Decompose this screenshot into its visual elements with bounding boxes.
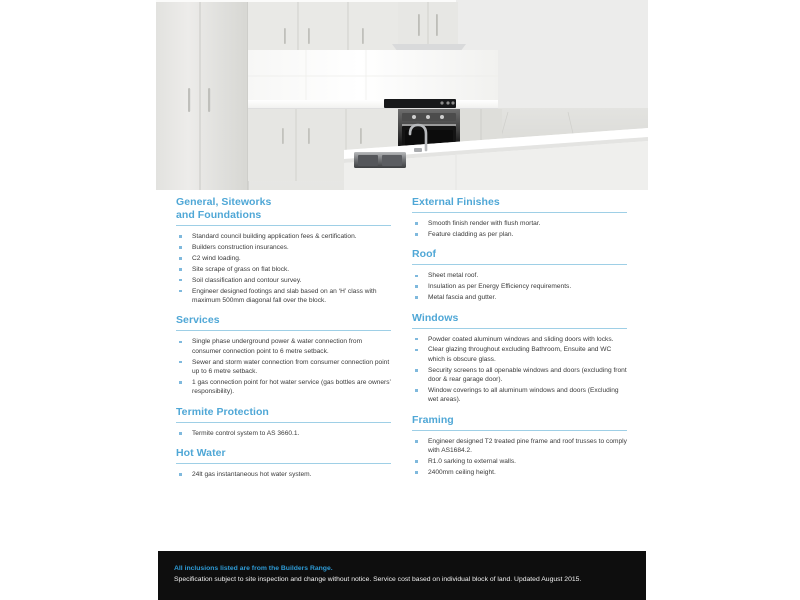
section-title-framing	[412, 414, 627, 430]
bullet-square-icon	[179, 268, 182, 271]
list-item-text: Window coverings to all aluminum windows and doors (Excluding wet areas).	[428, 387, 619, 404]
list-item	[176, 243, 391, 252]
list-item-text: Metal fascia and gutter.	[428, 294, 497, 302]
list-item-text: Feature cladding as per plan.	[428, 230, 514, 238]
list-item-text: 1 gas connection point for hot water service (gas bottles are owners’ responsibility).	[192, 378, 391, 396]
bullet-square-icon	[415, 233, 418, 236]
list-item	[412, 457, 627, 466]
section-divider	[176, 422, 391, 423]
section-divider	[176, 225, 391, 226]
section-title-line: Termite Protection	[176, 405, 269, 418]
inclusion-list	[176, 429, 391, 438]
list-item-text: Sheet metal roof.	[428, 272, 479, 280]
footer-band	[158, 551, 646, 600]
bullet-square-icon	[415, 369, 418, 372]
bullet-square-icon	[179, 473, 182, 476]
list-item	[176, 429, 391, 438]
section-divider	[412, 328, 627, 329]
inclusion-list	[176, 470, 391, 479]
section-services	[176, 314, 391, 396]
list-item	[176, 254, 391, 263]
list-item-text: Engineer designed T2 treated pine frame and roof trusses to comply with AS1684.2.	[428, 437, 627, 455]
section-title-windows	[412, 312, 627, 328]
inclusion-list	[412, 271, 627, 302]
list-item-text: Security screens to all openable windows and doors (excluding front door & rear garage door).	[428, 366, 627, 384]
list-item	[176, 358, 391, 377]
section-title-line: Framing	[412, 413, 454, 426]
bullet-square-icon	[179, 381, 182, 384]
list-item	[412, 335, 627, 344]
section-title-line: and Foundations	[176, 209, 262, 221]
section-windows	[412, 312, 627, 405]
list-item	[176, 265, 391, 274]
section-divider	[176, 463, 391, 464]
list-item	[412, 468, 627, 477]
section-title-general-siteworks-and-foundations	[176, 196, 391, 225]
footer-content	[158, 551, 646, 585]
list-item-text: Site scrape of grass on flat block.	[192, 265, 290, 273]
list-item-text: Termite control system to AS 3660.1.	[192, 429, 300, 437]
list-item-text: Smooth finish render with flush mortar.	[428, 220, 541, 227]
list-item-text: Engineer designed footings and slab based on an ‘H’ class with maximum 500mm diagonal fall over the block.	[192, 287, 377, 304]
section-title-line: Roof	[412, 248, 437, 261]
bullet-square-icon	[179, 257, 182, 260]
list-item-text: Soil classification and contour survey.	[192, 276, 302, 284]
list-item	[412, 386, 627, 405]
section-roof	[412, 248, 627, 302]
footer-disclaimer: Specification subject to site inspection and change without notice. Service cost based on individual block of land. Updated August 2015.	[174, 576, 582, 583]
right-column	[412, 196, 627, 487]
section-title-line: Windows	[412, 311, 459, 324]
kitchen-photo	[156, 0, 648, 190]
section-general-siteworks-and-foundations	[176, 196, 391, 305]
section-title-services	[176, 314, 391, 330]
section-title-hot-water	[176, 447, 391, 463]
bullet-square-icon	[179, 432, 182, 435]
list-item	[176, 232, 391, 241]
list-item	[176, 470, 391, 479]
list-item-text: Sewer and storm water connection from consumer connection point up to 6 metre setback.	[192, 358, 390, 376]
bullet-square-icon	[415, 389, 418, 392]
section-termite-protection	[176, 406, 391, 438]
bullet-square-icon	[415, 460, 418, 463]
section-divider	[176, 330, 391, 331]
bullet-square-icon	[415, 275, 418, 278]
inclusion-list	[412, 437, 627, 478]
list-item-text: Standard council building application fees & certification.	[192, 233, 357, 240]
bullet-square-icon	[179, 341, 182, 344]
section-title-external-finishes	[412, 196, 627, 212]
list-item	[412, 293, 627, 302]
bullet-square-icon	[415, 222, 418, 225]
inclusion-list	[176, 232, 391, 305]
list-item-text: 2400mm ceiling height.	[428, 469, 496, 477]
list-item-text: 24lt gas instantaneous hot water system.	[192, 471, 312, 479]
section-external-finishes	[412, 196, 627, 239]
list-item-text: Insulation as per Energy Efficiency requirements.	[428, 283, 572, 291]
bullet-square-icon	[179, 279, 182, 282]
section-title-line: General, Siteworks	[176, 196, 272, 208]
bullet-square-icon	[415, 471, 418, 474]
list-item-text: Builders construction insurances.	[192, 243, 289, 251]
bullet-square-icon	[179, 361, 182, 364]
bullet-square-icon	[415, 296, 418, 299]
list-item	[412, 230, 627, 239]
list-item	[176, 337, 391, 356]
list-item-text: Powder coated aluminum windows and sliding doors with locks.	[428, 335, 614, 343]
list-item-text: C2 wind loading.	[192, 254, 241, 262]
list-item	[176, 378, 391, 397]
section-title-termite-protection	[176, 406, 391, 422]
list-item	[176, 287, 391, 306]
section-title-line: External Finishes	[412, 196, 500, 208]
list-item	[412, 271, 627, 280]
section-title-line: Hot Water	[176, 447, 226, 460]
section-title-roof	[412, 248, 627, 264]
section-divider	[412, 264, 627, 265]
footer-headline: All inclusions listed are from the Builders Range.	[174, 565, 333, 572]
list-item	[176, 276, 391, 285]
bullet-square-icon	[415, 338, 418, 341]
bullet-square-icon	[415, 349, 418, 352]
list-item	[412, 437, 627, 456]
section-framing	[412, 414, 627, 478]
list-item	[412, 366, 627, 385]
bullet-square-icon	[179, 246, 182, 249]
list-item	[412, 345, 627, 364]
bullet-square-icon	[179, 290, 182, 293]
bullet-square-icon	[415, 440, 418, 443]
list-item-text: Single phase underground power & water connection from consumer connection point to 6 metre setback.	[192, 338, 363, 355]
section-hot-water	[176, 447, 391, 479]
left-column	[176, 196, 391, 489]
inclusions-content	[0, 196, 800, 546]
section-divider	[412, 430, 627, 431]
kitchen-photo-illustration	[156, 0, 648, 190]
list-item-text: Clear glazing throughout excluding Bathroom, Ensuite and WC which is obscure glass.	[428, 346, 612, 363]
bullet-square-icon	[415, 285, 418, 288]
inclusion-list	[412, 219, 627, 239]
section-divider	[412, 212, 627, 213]
list-item	[412, 219, 627, 228]
inclusion-list	[412, 335, 627, 405]
list-item	[412, 282, 627, 291]
bullet-square-icon	[179, 235, 182, 238]
section-title-line: Services	[176, 314, 220, 327]
inclusion-list	[176, 337, 391, 396]
list-item-text: R1.0 sarking to external walls.	[428, 458, 516, 466]
